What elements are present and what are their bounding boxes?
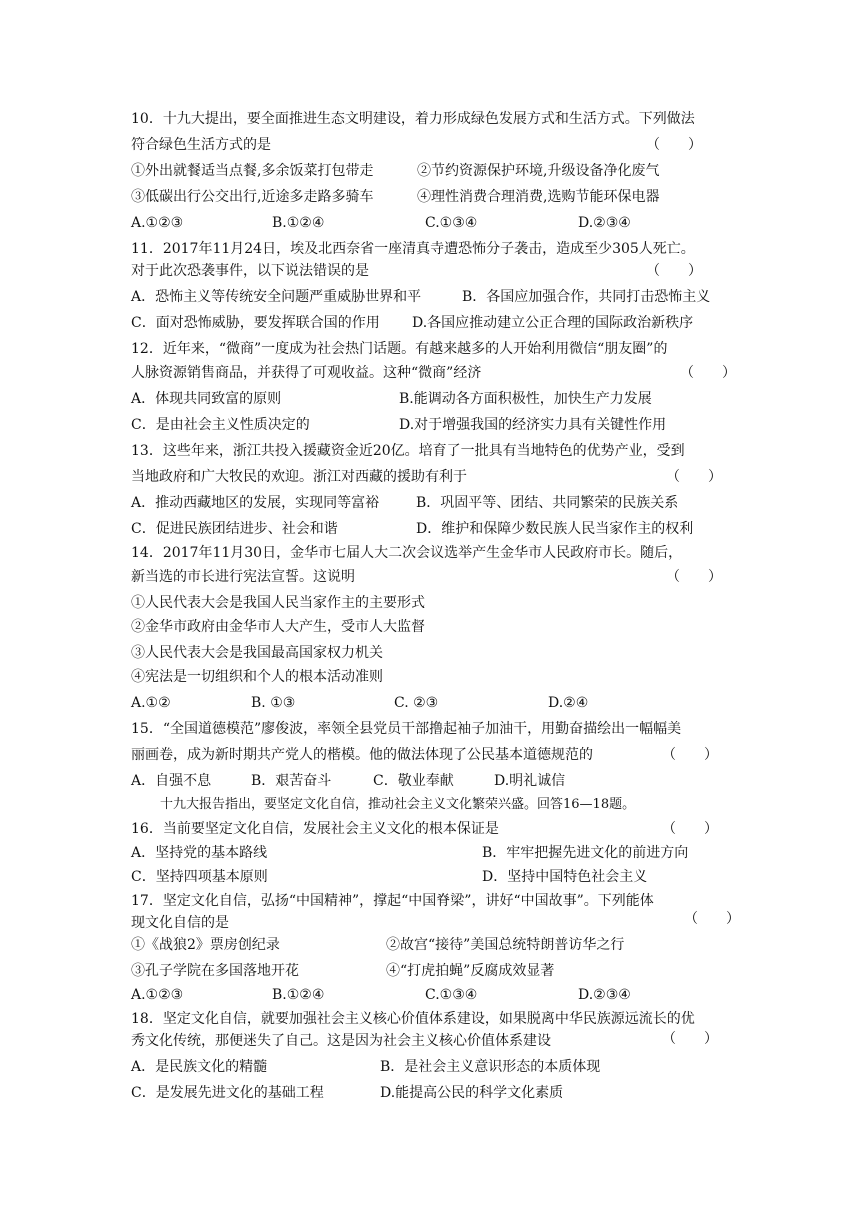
q12-answer-bracket: （ ） — [680, 365, 736, 381]
q10-choice-b: B.①②④ — [272, 215, 325, 231]
q18-choice-a: A．是民族文化的精髓 — [131, 1059, 268, 1075]
q17-choice-b: B.①②④ — [272, 987, 325, 1003]
q10-option-4: ④理性消费合理消费,选购节能环保电器 — [417, 189, 660, 205]
q17-stem-line1: 17．坚定文化自信，弘扬“中国精神”，撑起“中国脊梁”，讲好“中国故事”。下列能体 — [131, 893, 654, 909]
q15-choice-c: C．敬业奉献 — [373, 773, 454, 789]
q10-choice-d: D.②③④ — [578, 215, 631, 231]
q10-answer-bracket: （ ） — [646, 137, 702, 153]
q14-option-2: ②金华市政府由金华市人大产生，受市人大监督 — [131, 619, 425, 635]
q14-stem-line1: 14．2017年11月30日，金华市七届人大二次会议选举产生金华市人民政府市长。随后， — [131, 545, 683, 561]
q18-stem-line2: 秀文化传统，那便迷失了自己。这是因为社会主义核心价值体系建设 — [131, 1033, 551, 1049]
q14-option-3: ③人民代表大会是我国最高国家权力机关 — [131, 645, 383, 661]
q17-answer-bracket: （ ） — [684, 911, 740, 927]
q10-choice-c: C.①③④ — [425, 215, 478, 231]
q13-choice-d: D．维护和保障少数民族人民当家作主的权利 — [416, 521, 694, 537]
q10-option-3: ③低碳出行公交出行,近途多走路多骑车 — [131, 189, 374, 205]
q12-choice-a: A．体现共同致富的原则 — [131, 391, 282, 407]
q15-answer-bracket: （ ） — [662, 747, 718, 763]
q10-choice-a: A.①②③ — [131, 215, 184, 231]
q17-option-3: ③孔子学院在多国落地开花 — [131, 963, 299, 979]
q13-choice-c: C．促进民族团结进步、社会和谐 — [131, 521, 338, 537]
q14-answer-bracket: （ ） — [666, 569, 722, 585]
q13-answer-bracket: （ ） — [666, 469, 722, 485]
q13-choice-a: A．推动西藏地区的发展，实现同等富裕 — [131, 495, 380, 511]
section-intro: 十九大报告指出，要坚定文化自信，推动社会主义文化繁荣兴盛。回答16—18题。 — [160, 797, 636, 812]
q16-stem-line1: 16．当前要坚定文化自信，发展社会主义文化的根本保证是 — [131, 821, 499, 837]
q16-answer-bracket: （ ） — [662, 821, 718, 837]
q10-option-1: ①外出就餐适当点餐,多余饭菜打包带走 — [131, 163, 374, 179]
q15-choice-d: D.明礼诚信 — [494, 773, 566, 789]
q12-choice-c: C．是由社会主义性质决定的 — [131, 417, 310, 433]
q11-answer-bracket: （ ） — [646, 263, 702, 279]
q18-answer-bracket: （ ） — [662, 1031, 718, 1047]
q15-choice-a: A．自强不息 — [131, 773, 212, 789]
q14-choice-c: C. ②③ — [394, 695, 439, 711]
q11-stem-line1: 11．2017年11月24日，埃及北西奈省一座清真寺遭恐怖分子袭击，造成至少305人死亡。 — [131, 241, 695, 257]
q13-choice-b: B．巩固平等、团结、共同繁荣的民族关系 — [416, 495, 679, 511]
q12-choice-d: D.对于增强我国的经济实力具有关键性作用 — [399, 417, 667, 433]
q17-choice-c: C.①③④ — [425, 987, 478, 1003]
q14-choice-a: A.①② — [131, 695, 171, 711]
q18-choice-c: C．是发展先进文化的基础工程 — [131, 1085, 324, 1101]
q18-choice-d: D.能提高公民的科学文化素质 — [380, 1085, 564, 1101]
q16-choice-a: A．坚持党的基本路线 — [131, 845, 268, 861]
q17-choice-a: A.①②③ — [131, 987, 184, 1003]
q11-choice-a: A．恐怖主义等传统安全问题严重威胁世界和平 — [131, 289, 422, 305]
q12-stem-line2: 人脉资源销售商品，并获得了可观收益。这种“微商”经济 — [131, 365, 482, 381]
q14-option-4: ④宪法是一切组织和个人的根本活动准则 — [131, 669, 383, 685]
q10-option-2: ②节约资源保护环境,升级设备净化废气 — [417, 163, 660, 179]
q18-stem-line1: 18．坚定文化自信，就要加强社会主义核心价值体系建设，如果脱离中华民族源远流长的优 — [131, 1011, 695, 1027]
q11-choice-b: B．各国应加强合作，共同打击恐怖主义 — [462, 289, 711, 305]
q17-stem-line2: 现文化自信的是 — [131, 915, 229, 931]
q17-option-4: ④“打虎拍蝇”反腐成效显著 — [386, 963, 555, 979]
q16-choice-b: B．牢牢把握先进文化的前进方向 — [482, 845, 689, 861]
q15-stem-line2: 丽画卷，成为新时期共产党人的楷模。他的做法体现了公民基本道德规范的 — [131, 747, 593, 763]
q17-choice-d: D.②③④ — [578, 987, 631, 1003]
q16-choice-d: D．坚持中国特色社会主义 — [482, 869, 648, 885]
q14-choice-d: D.②④ — [548, 695, 589, 711]
q10-stem-line1: 10．十九大提出，要全面推进生态文明建设，着力形成绿色发展方式和生活方式。下列做法 — [131, 111, 695, 127]
q10-stem-line2: 符合绿色生活方式的是 — [131, 137, 271, 153]
q13-stem-line2: 当地政府和广大牧民的欢迎。浙江对西藏的援助有利于 — [131, 469, 467, 485]
q16-choice-c: C．坚持四项基本原则 — [131, 869, 268, 885]
q15-stem-line1: 15．“全国道德模范”廖俊波，率领全县党员干部撸起袖子加油干，用勤奋描绘出一幅幅美 — [131, 721, 682, 737]
q15-choice-b: B．艰苦奋斗 — [251, 773, 332, 789]
q18-choice-b: B．是社会主义意识形态的本质体现 — [380, 1059, 601, 1075]
q13-stem-line1: 13．这些年来，浙江共投入援藏资金近20亿。培育了一批具有当地特色的优势产业，受到 — [131, 443, 685, 459]
q14-stem-line2: 新当选的市长进行宪法宣誓。这说明 — [131, 569, 355, 585]
q12-stem-line1: 12．近年来，“微商”一度成为社会热门话题。有越来越多的人开始利用微信“朋友圈”的 — [131, 341, 668, 357]
q11-stem-line2: 对于此次恐袭事件，以下说法错误的是 — [131, 263, 369, 279]
q11-choice-c: C．面对恐怖威胁，要发挥联合国的作用 — [131, 315, 380, 331]
q12-choice-b: B.能调动各方面积极性，加快生产力发展 — [399, 391, 652, 407]
q17-option-2: ②故宫“接待”美国总统特朗普访华之行 — [386, 937, 625, 953]
q14-option-1: ①人民代表大会是我国人民当家作主的主要形式 — [131, 595, 425, 611]
q11-choice-d: D.各国应推动建立公正合理的国际政治新秩序 — [412, 315, 694, 331]
q17-option-1: ①《战狼2》票房创纪录 — [131, 937, 280, 953]
q14-choice-b: B. ①③ — [251, 695, 296, 711]
